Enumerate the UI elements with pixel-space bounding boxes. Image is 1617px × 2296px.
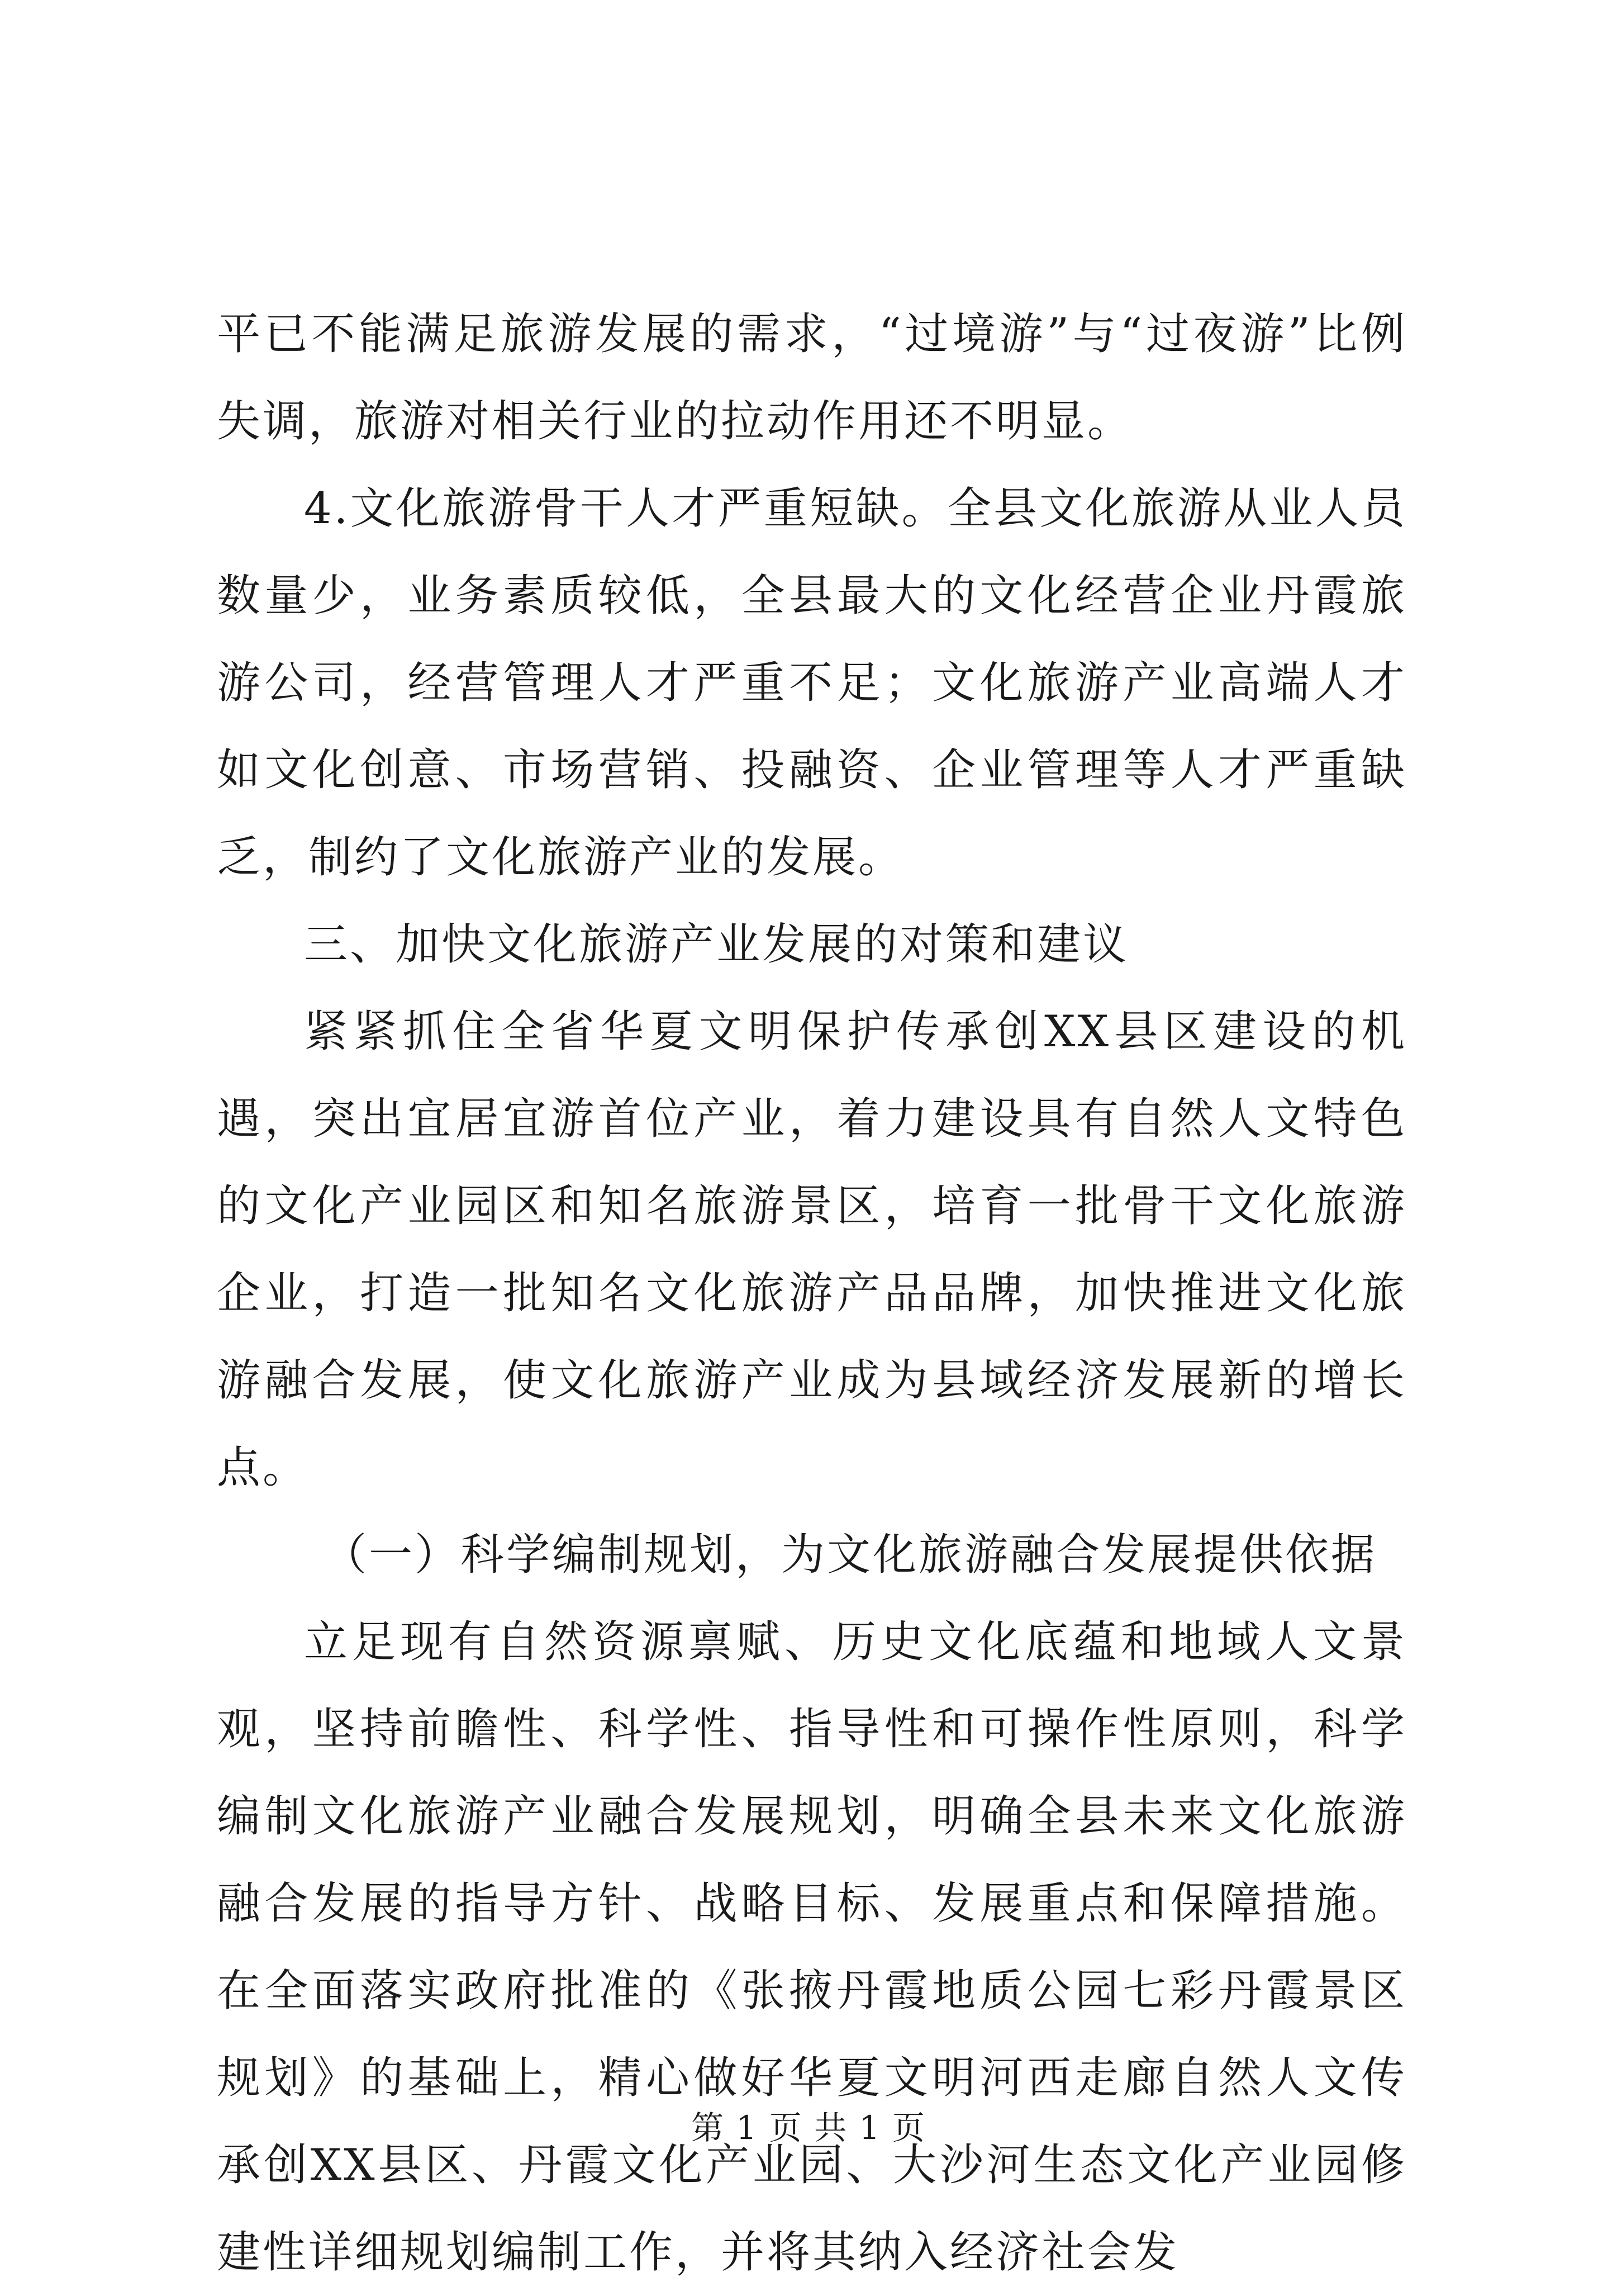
paragraph-continuation: 平已不能满足旅游发展的需求，“过境游”与“过夜游”比例失调，旅游对相关行业的拉动作用还不明显。 <box>217 309 1407 447</box>
paragraph-talent-shortage: 4.文化旅游骨干人才严重短缺。全县文化旅游从业人员数量少，业务素质较低，全县最大的文化经营企业丹霞旅游公司，经营管理人才严重不足；文化旅游产业高端人才如文化创意、市场营销、投融资、企业管理等人才严重缺乏，制约了文化旅游产业的发展。 <box>217 483 1407 883</box>
document-body <box>217 291 1407 2296</box>
section-heading: 三、加快文化旅游产业发展的对策和建议 <box>304 919 1129 970</box>
page-number-footer: 第 1 页 共 1 页 <box>691 2109 926 2147</box>
paragraph-opportunity: 紧紧抓住全省华夏文明保护传承创XX县区建设的机遇，突出宜居宜游首位产业，着力建设具有自然人文特色的文化产业园区和知名旅游景区，培育一批骨干文化旅游企业，打造一批知名文化旅游产品品牌，加快推进文化旅游融合发展，使文化旅游产业成为县域经济发展新的增长点。 <box>217 1007 1407 1493</box>
subsection-heading: （一）科学编制规划，为文化旅游融合发展提供依据 <box>323 1530 1377 1580</box>
paragraph-planning: 立足现有自然资源禀赋、历史文化底蕴和地域人文景观，坚持前瞻性、科学性、指导性和可操作性原则，科学编制文化旅游产业融合发展规划，明确全县未来文化旅游融合发展的指导方针、战略目标、发展重点和保障措施。在全面落实政府批准的《张掖丹霞地质公园七彩丹霞景区规划》的基础上，精心做好华夏文明河西走廊自然人文传承创XX县区、丹霞文化产业园、大沙河生态文化产业园修建性详细规划编制工作，并将其纳入经济社会发 <box>217 1617 1407 2278</box>
